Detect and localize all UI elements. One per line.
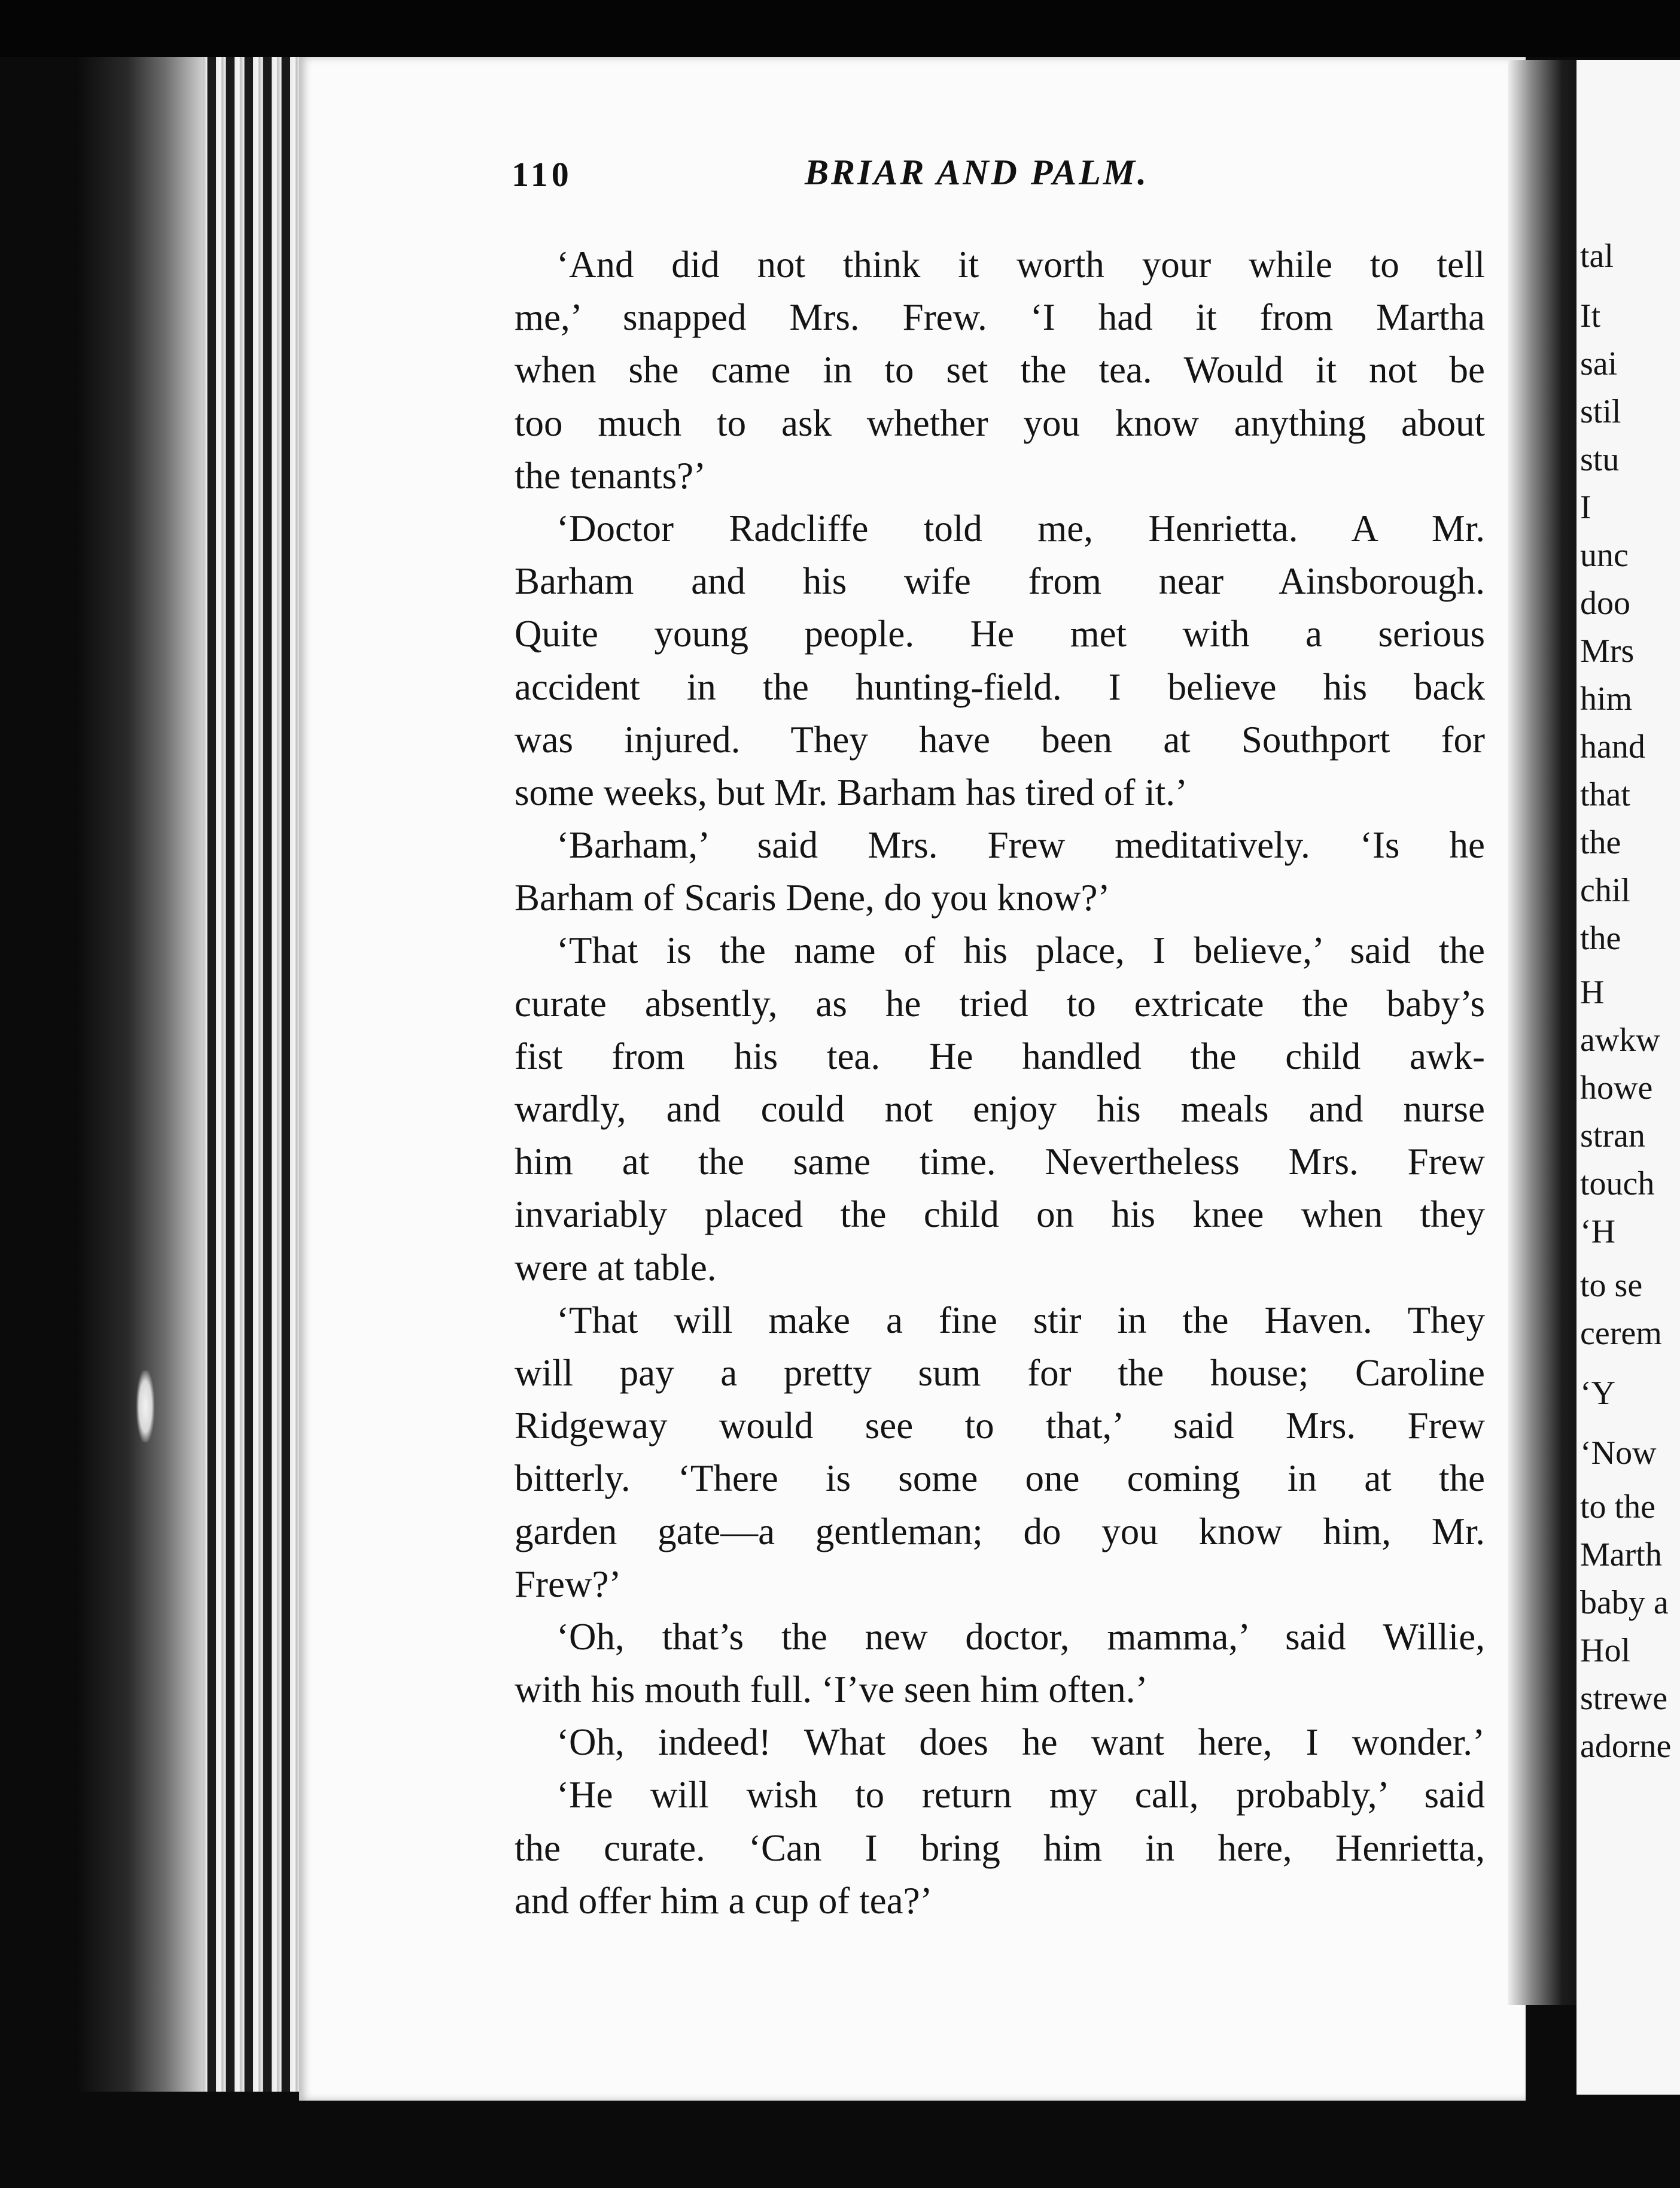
text-line: too much to ask whether you know anything about (515, 402, 1485, 444)
facing-page-line: chil (1580, 872, 1630, 909)
facing-page-line: ‘H (1580, 1213, 1616, 1250)
running-title: BRIAR AND PALM. (805, 153, 1149, 192)
text-line: ‘Oh, indeed! What does he want here, I wonder.’ (556, 1721, 1485, 1764)
running-head (512, 154, 1493, 202)
text-line: Frew?’ (515, 1563, 622, 1605)
facing-page-line: the (1580, 920, 1621, 957)
facing-page-line: that (1580, 776, 1630, 813)
text-line: Barham of Scaris Dene, do you know?’ (515, 877, 1110, 919)
page-number: 110 (512, 155, 573, 194)
facing-page-line: hand (1580, 728, 1645, 765)
facing-page-line: to se (1580, 1267, 1643, 1304)
facing-page-line: It (1580, 297, 1601, 335)
text-line: ‘And did not think it worth your while to tell (556, 244, 1485, 285)
text-line: the curate. ‘Can I bring him in here, Henrietta, (515, 1827, 1485, 1869)
facing-page-line: strewe (1580, 1680, 1668, 1717)
facing-page-line: baby a (1580, 1584, 1669, 1621)
facing-page-line: stran (1580, 1117, 1645, 1154)
text-line: ‘Oh, that’s the new doctor, mamma,’ said Willie, (556, 1615, 1485, 1658)
facing-page-line: stil (1580, 393, 1621, 430)
text-line: him at the same time. Nevertheless Mrs. Frew (515, 1141, 1485, 1183)
text-line: Ridgeway would see to that,’ said Mrs. Frew (515, 1405, 1485, 1447)
facing-page-line: ‘Now (1580, 1435, 1657, 1472)
text-line: some weeks, but Mr. Barham has tired of it.’ (515, 771, 1188, 813)
text-line: the tenants?’ (515, 454, 707, 497)
facing-page-line: unc (1580, 537, 1629, 574)
text-line: wardly, and could not enjoy his meals and nurse (515, 1088, 1485, 1130)
facing-page-line: touch (1580, 1165, 1655, 1202)
text-line: curate absently, as he tried to extricate the baby’s (515, 982, 1485, 1025)
text-line: ‘Doctor Radcliffe told me, Henrietta. A Mr. (556, 507, 1485, 549)
scan-border (0, 0, 1680, 57)
text-line: ‘That is the name of his place, I believe,’ said the (556, 929, 1485, 972)
text-line: Quite young people. He met with a serious (515, 613, 1485, 655)
text-line: garden gate—a gentleman; do you know him, Mr. (515, 1510, 1485, 1552)
facing-page-line: Hol (1580, 1632, 1630, 1669)
text-line: me,’ snapped Mrs. Frew. ‘I had it from Martha (515, 296, 1485, 339)
text-line: will pay a pretty sum for the house; Caroline (515, 1351, 1485, 1394)
text-line: bitterly. ‘There is some one coming in at the (515, 1457, 1485, 1500)
text-line: fist from his tea. He handled the child awk- (515, 1035, 1485, 1077)
facing-page-line: howe (1580, 1069, 1653, 1107)
body-text (515, 238, 1485, 1927)
facing-page-line: sai (1580, 345, 1618, 382)
facing-page-line: Marth (1580, 1536, 1662, 1573)
text-line: Barham and his wife from near Ainsborough. (515, 560, 1485, 603)
text-line: ‘He will wish to return my call, probably,’ said (556, 1774, 1485, 1816)
facing-page-line: tal (1580, 238, 1614, 275)
text-line: with his mouth full. ‘I’ve seen him often.’ (515, 1669, 1148, 1711)
fore-edge-stain (136, 1370, 154, 1442)
text-line: when she came in to set the tea. Would it not be (515, 349, 1485, 391)
facing-page-line: ‘Y (1580, 1375, 1616, 1412)
facing-page-line: stu (1580, 441, 1620, 478)
facing-page-line: to the (1580, 1488, 1655, 1525)
text-line: ‘Barham,’ said Mrs. Frew meditatively. ‘Is he (556, 824, 1485, 867)
facing-page-line: him (1580, 680, 1633, 718)
book-page-right-fragment (1576, 60, 1680, 2095)
text-line: were at table. (515, 1246, 717, 1289)
facing-page-line: H (1580, 974, 1605, 1011)
book-spine-shadow (78, 57, 203, 2092)
facing-page-line: doo (1580, 585, 1630, 622)
facing-page-line: awkw (1580, 1022, 1660, 1059)
text-line: ‘That will make a fine stir in the Haven. They (556, 1299, 1485, 1341)
text-line: invariably placed the child on his knee when they (515, 1193, 1485, 1236)
facing-page-line: I (1580, 489, 1591, 526)
text-line: was injured. They have been at Southport for (515, 718, 1485, 761)
facing-page-line: Mrs (1580, 633, 1635, 670)
facing-page-line: adorne (1580, 1728, 1672, 1765)
facing-page-line: cerem (1580, 1315, 1662, 1352)
facing-page-line: the (1580, 824, 1621, 861)
text-line: and offer him a cup of tea?’ (515, 1879, 933, 1922)
text-line: accident in the hunting-field. I believe his back (515, 665, 1485, 708)
book-gutter (1508, 60, 1585, 2005)
